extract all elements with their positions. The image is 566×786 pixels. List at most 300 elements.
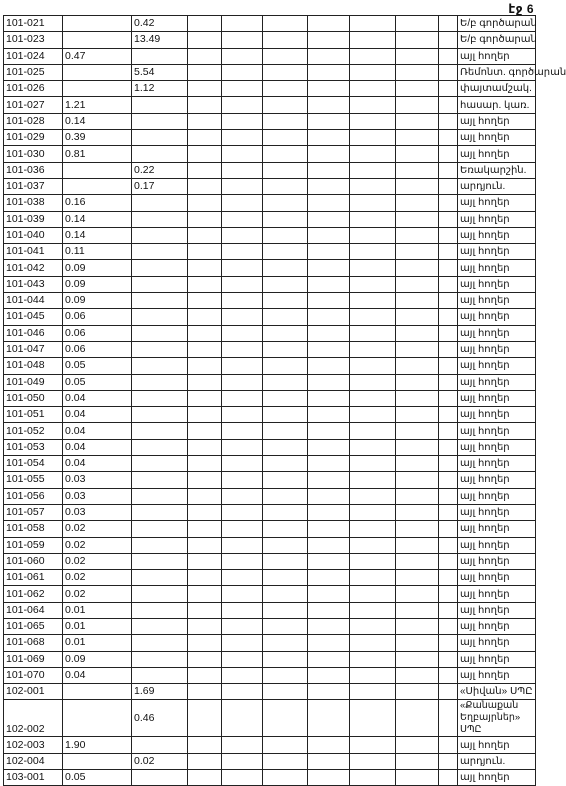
empty-cell bbox=[396, 227, 439, 243]
empty-cell bbox=[188, 97, 222, 113]
empty-cell bbox=[222, 700, 263, 737]
empty-cell bbox=[439, 407, 458, 423]
empty-cell bbox=[439, 113, 458, 129]
empty-cell bbox=[308, 260, 350, 276]
land-use-cell: այլ հողեր bbox=[458, 651, 536, 667]
parcel-code-cell: 101-044 bbox=[4, 293, 63, 309]
empty-cell bbox=[222, 16, 263, 32]
parcel-code-cell: 101-064 bbox=[4, 602, 63, 618]
empty-cell bbox=[396, 276, 439, 292]
parcel-code-cell: 101-061 bbox=[4, 570, 63, 586]
empty-cell bbox=[222, 537, 263, 553]
empty-cell bbox=[188, 227, 222, 243]
area-b-cell: 0.22 bbox=[132, 162, 188, 178]
empty-cell bbox=[263, 537, 308, 553]
empty-cell bbox=[439, 162, 458, 178]
area-b-cell bbox=[132, 309, 188, 325]
area-b-cell: 1.12 bbox=[132, 81, 188, 97]
empty-cell bbox=[222, 390, 263, 406]
empty-cell bbox=[222, 358, 263, 374]
area-a-cell: 0.02 bbox=[63, 553, 132, 569]
empty-cell bbox=[308, 341, 350, 357]
empty-cell bbox=[188, 195, 222, 211]
empty-cell bbox=[188, 162, 222, 178]
empty-cell bbox=[396, 521, 439, 537]
empty-cell bbox=[308, 553, 350, 569]
empty-cell bbox=[439, 244, 458, 260]
table-row bbox=[4, 325, 536, 341]
empty-cell bbox=[188, 146, 222, 162]
parcel-code-cell: 102-004 bbox=[4, 753, 63, 769]
parcel-code-cell: 101-025 bbox=[4, 64, 63, 80]
empty-cell bbox=[263, 309, 308, 325]
area-a-cell: 0.81 bbox=[63, 146, 132, 162]
area-a-cell: 0.06 bbox=[63, 341, 132, 357]
land-use-cell: այլ հողեր bbox=[458, 586, 536, 602]
area-b-cell bbox=[132, 570, 188, 586]
land-use-cell: այլ հողեր bbox=[458, 211, 536, 227]
empty-cell bbox=[188, 341, 222, 357]
land-use-cell: այլ հողեր bbox=[458, 553, 536, 569]
empty-cell bbox=[188, 737, 222, 753]
area-a-cell: 0.05 bbox=[63, 770, 132, 786]
parcel-code-cell: 101-037 bbox=[4, 178, 63, 194]
empty-cell bbox=[263, 423, 308, 439]
table-row bbox=[4, 537, 536, 553]
table-row bbox=[4, 635, 536, 651]
land-use-cell: այլ հողեր bbox=[458, 737, 536, 753]
parcel-code-cell: 101-050 bbox=[4, 390, 63, 406]
table-row bbox=[4, 456, 536, 472]
empty-cell bbox=[222, 488, 263, 504]
empty-cell bbox=[263, 162, 308, 178]
table-row bbox=[4, 651, 536, 667]
table-row bbox=[4, 97, 536, 113]
empty-cell bbox=[308, 586, 350, 602]
empty-cell bbox=[396, 635, 439, 651]
empty-cell bbox=[439, 423, 458, 439]
parcel-code-cell: 101-047 bbox=[4, 341, 63, 357]
empty-cell bbox=[188, 81, 222, 97]
area-b-cell bbox=[132, 423, 188, 439]
empty-cell bbox=[263, 635, 308, 651]
empty-cell bbox=[439, 586, 458, 602]
empty-cell bbox=[263, 770, 308, 786]
land-use-cell: Ռեմոնտ. գործարան bbox=[458, 64, 536, 80]
empty-cell bbox=[188, 753, 222, 769]
area-b-cell bbox=[132, 325, 188, 341]
table-row bbox=[4, 309, 536, 325]
area-a-cell: 0.06 bbox=[63, 325, 132, 341]
empty-cell bbox=[396, 651, 439, 667]
empty-cell bbox=[350, 162, 396, 178]
table-row bbox=[4, 244, 536, 260]
area-a-cell: 0.04 bbox=[63, 456, 132, 472]
empty-cell bbox=[222, 97, 263, 113]
table-row bbox=[4, 618, 536, 634]
empty-cell bbox=[308, 700, 350, 737]
empty-cell bbox=[350, 521, 396, 537]
empty-cell bbox=[308, 504, 350, 520]
table-row bbox=[4, 81, 536, 97]
land-use-cell: «Քանաքան Եղբայրներ» ՍՊԸ bbox=[458, 700, 536, 737]
empty-cell bbox=[350, 586, 396, 602]
land-use-cell: այլ հողեր bbox=[458, 244, 536, 260]
empty-cell bbox=[188, 667, 222, 683]
parcel-code-cell: 101-029 bbox=[4, 130, 63, 146]
empty-cell bbox=[263, 737, 308, 753]
parcel-code-cell: 101-028 bbox=[4, 113, 63, 129]
table-row bbox=[4, 488, 536, 504]
area-b-cell bbox=[132, 146, 188, 162]
parcel-code-cell: 101-069 bbox=[4, 651, 63, 667]
empty-cell bbox=[396, 700, 439, 737]
empty-cell bbox=[188, 32, 222, 48]
area-a-cell: 0.14 bbox=[63, 211, 132, 227]
empty-cell bbox=[396, 260, 439, 276]
empty-cell bbox=[222, 211, 263, 227]
empty-cell bbox=[263, 113, 308, 129]
empty-cell bbox=[308, 97, 350, 113]
area-b-cell bbox=[132, 293, 188, 309]
empty-cell bbox=[396, 667, 439, 683]
parcel-code-cell: 101-060 bbox=[4, 553, 63, 569]
table-row bbox=[4, 162, 536, 178]
empty-cell bbox=[396, 770, 439, 786]
empty-cell bbox=[222, 178, 263, 194]
empty-cell bbox=[308, 16, 350, 32]
land-use-cell: այլ հողեր bbox=[458, 130, 536, 146]
table-row bbox=[4, 227, 536, 243]
empty-cell bbox=[350, 423, 396, 439]
empty-cell bbox=[439, 537, 458, 553]
empty-cell bbox=[396, 737, 439, 753]
empty-cell bbox=[188, 602, 222, 618]
land-use-cell: հասար. կառ. bbox=[458, 97, 536, 113]
empty-cell bbox=[308, 32, 350, 48]
empty-cell bbox=[439, 276, 458, 292]
area-a-cell: 0.01 bbox=[63, 635, 132, 651]
empty-cell bbox=[308, 244, 350, 260]
empty-cell bbox=[308, 753, 350, 769]
area-b-cell bbox=[132, 456, 188, 472]
empty-cell bbox=[188, 456, 222, 472]
land-use-cell: այլ հողեր bbox=[458, 113, 536, 129]
empty-cell bbox=[308, 472, 350, 488]
parcel-code-cell: 101-036 bbox=[4, 162, 63, 178]
empty-cell bbox=[396, 618, 439, 634]
empty-cell bbox=[222, 684, 263, 700]
area-b-cell bbox=[132, 390, 188, 406]
area-b-cell bbox=[132, 488, 188, 504]
table-row bbox=[4, 113, 536, 129]
area-a-cell: 0.01 bbox=[63, 618, 132, 634]
empty-cell bbox=[222, 456, 263, 472]
empty-cell bbox=[188, 684, 222, 700]
area-a-cell bbox=[63, 32, 132, 48]
empty-cell bbox=[350, 472, 396, 488]
area-a-cell: 0.03 bbox=[63, 472, 132, 488]
area-b-cell bbox=[132, 553, 188, 569]
empty-cell bbox=[308, 211, 350, 227]
empty-cell bbox=[222, 553, 263, 569]
empty-cell bbox=[222, 602, 263, 618]
empty-cell bbox=[396, 341, 439, 357]
empty-cell bbox=[396, 472, 439, 488]
empty-cell bbox=[350, 737, 396, 753]
empty-cell bbox=[439, 737, 458, 753]
empty-cell bbox=[222, 48, 263, 64]
empty-cell bbox=[439, 48, 458, 64]
empty-cell bbox=[350, 358, 396, 374]
area-b-cell bbox=[132, 472, 188, 488]
area-b-cell bbox=[132, 341, 188, 357]
empty-cell bbox=[439, 439, 458, 455]
area-b-cell bbox=[132, 504, 188, 520]
parcel-code-cell: 101-059 bbox=[4, 537, 63, 553]
table-row bbox=[4, 423, 536, 439]
area-a-cell: 0.04 bbox=[63, 390, 132, 406]
table-row bbox=[4, 472, 536, 488]
empty-cell bbox=[263, 97, 308, 113]
area-a-cell: 0.03 bbox=[63, 504, 132, 520]
table-row bbox=[4, 504, 536, 520]
empty-cell bbox=[308, 651, 350, 667]
empty-cell bbox=[396, 81, 439, 97]
area-a-cell: 0.11 bbox=[63, 244, 132, 260]
empty-cell bbox=[350, 570, 396, 586]
empty-cell bbox=[188, 16, 222, 32]
empty-cell bbox=[350, 309, 396, 325]
land-use-cell: արդյուն. bbox=[458, 753, 536, 769]
area-a-cell: 1.90 bbox=[63, 737, 132, 753]
land-use-cell: այլ հողեր bbox=[458, 770, 536, 786]
parcel-code-cell: 101-070 bbox=[4, 667, 63, 683]
empty-cell bbox=[396, 16, 439, 32]
empty-cell bbox=[222, 260, 263, 276]
empty-cell bbox=[396, 64, 439, 80]
land-use-cell: այլ հողեր bbox=[458, 667, 536, 683]
empty-cell bbox=[188, 472, 222, 488]
empty-cell bbox=[350, 651, 396, 667]
empty-cell bbox=[222, 423, 263, 439]
empty-cell bbox=[396, 244, 439, 260]
parcel-code-cell: 101-038 bbox=[4, 195, 63, 211]
empty-cell bbox=[308, 521, 350, 537]
empty-cell bbox=[350, 456, 396, 472]
empty-cell bbox=[263, 439, 308, 455]
empty-cell bbox=[350, 407, 396, 423]
parcel-code-cell: 101-040 bbox=[4, 227, 63, 243]
land-use-cell: այլ հողեր bbox=[458, 472, 536, 488]
empty-cell bbox=[439, 130, 458, 146]
area-b-cell bbox=[132, 737, 188, 753]
land-use-cell: այլ հողեր bbox=[458, 521, 536, 537]
empty-cell bbox=[396, 456, 439, 472]
empty-cell bbox=[188, 48, 222, 64]
empty-cell bbox=[308, 602, 350, 618]
empty-cell bbox=[263, 146, 308, 162]
empty-cell bbox=[308, 570, 350, 586]
table-row bbox=[4, 407, 536, 423]
parcel-code-cell: 101-041 bbox=[4, 244, 63, 260]
empty-cell bbox=[308, 407, 350, 423]
area-b-cell: 1.69 bbox=[132, 684, 188, 700]
empty-cell bbox=[263, 260, 308, 276]
land-use-cell: այլ հողեր bbox=[458, 635, 536, 651]
empty-cell bbox=[308, 618, 350, 634]
empty-cell bbox=[396, 211, 439, 227]
empty-cell bbox=[439, 753, 458, 769]
empty-cell bbox=[350, 439, 396, 455]
parcel-code-cell: 101-042 bbox=[4, 260, 63, 276]
empty-cell bbox=[188, 178, 222, 194]
table-row bbox=[4, 770, 536, 786]
area-b-cell bbox=[132, 211, 188, 227]
empty-cell bbox=[222, 667, 263, 683]
land-use-cell: փայտամշակ. bbox=[458, 81, 536, 97]
parcel-code-cell: 101-055 bbox=[4, 472, 63, 488]
parcel-code-cell: 101-065 bbox=[4, 618, 63, 634]
empty-cell bbox=[222, 374, 263, 390]
empty-cell bbox=[188, 325, 222, 341]
parcel-code-cell: 101-039 bbox=[4, 211, 63, 227]
parcel-code-cell: 101-046 bbox=[4, 325, 63, 341]
empty-cell bbox=[222, 113, 263, 129]
area-a-cell bbox=[63, 700, 132, 737]
area-a-cell: 0.14 bbox=[63, 227, 132, 243]
empty-cell bbox=[439, 325, 458, 341]
parcel-code-cell: 101-026 bbox=[4, 81, 63, 97]
area-b-cell bbox=[132, 374, 188, 390]
empty-cell bbox=[263, 488, 308, 504]
empty-cell bbox=[188, 276, 222, 292]
parcel-code-cell: 101-043 bbox=[4, 276, 63, 292]
empty-cell bbox=[396, 113, 439, 129]
empty-cell bbox=[439, 178, 458, 194]
area-b-cell: 0.46 bbox=[132, 700, 188, 737]
empty-cell bbox=[263, 195, 308, 211]
land-use-cell: այլ հողեր bbox=[458, 439, 536, 455]
empty-cell bbox=[263, 244, 308, 260]
empty-cell bbox=[188, 521, 222, 537]
area-b-cell: 13.49 bbox=[132, 32, 188, 48]
land-use-cell: այլ հողեր bbox=[458, 293, 536, 309]
parcel-code-cell: 101-054 bbox=[4, 456, 63, 472]
empty-cell bbox=[188, 113, 222, 129]
empty-cell bbox=[439, 602, 458, 618]
empty-cell bbox=[188, 260, 222, 276]
empty-cell bbox=[263, 81, 308, 97]
empty-cell bbox=[263, 667, 308, 683]
parcel-code-cell: 101-030 bbox=[4, 146, 63, 162]
table-row bbox=[4, 341, 536, 357]
empty-cell bbox=[308, 488, 350, 504]
table-row bbox=[4, 439, 536, 455]
empty-cell bbox=[439, 260, 458, 276]
empty-cell bbox=[263, 374, 308, 390]
area-b-cell bbox=[132, 407, 188, 423]
land-use-cell: «Սիվան» ՍՊԸ bbox=[458, 684, 536, 700]
empty-cell bbox=[396, 570, 439, 586]
empty-cell bbox=[308, 81, 350, 97]
empty-cell bbox=[222, 162, 263, 178]
table-row bbox=[4, 130, 536, 146]
area-b-cell bbox=[132, 667, 188, 683]
empty-cell bbox=[396, 130, 439, 146]
empty-cell bbox=[396, 162, 439, 178]
area-b-cell bbox=[132, 358, 188, 374]
empty-cell bbox=[396, 48, 439, 64]
empty-cell bbox=[222, 64, 263, 80]
empty-cell bbox=[396, 753, 439, 769]
empty-cell bbox=[188, 618, 222, 634]
empty-cell bbox=[350, 684, 396, 700]
area-a-cell bbox=[63, 16, 132, 32]
empty-cell bbox=[308, 684, 350, 700]
empty-cell bbox=[263, 293, 308, 309]
table-row bbox=[4, 602, 536, 618]
parcel-code-cell: 101-056 bbox=[4, 488, 63, 504]
empty-cell bbox=[188, 423, 222, 439]
area-b-cell bbox=[132, 602, 188, 618]
empty-cell bbox=[222, 586, 263, 602]
empty-cell bbox=[263, 130, 308, 146]
land-use-cell: այլ հողեր bbox=[458, 48, 536, 64]
empty-cell bbox=[222, 753, 263, 769]
empty-cell bbox=[439, 97, 458, 113]
area-a-cell bbox=[63, 753, 132, 769]
empty-cell bbox=[263, 64, 308, 80]
empty-cell bbox=[350, 504, 396, 520]
empty-cell bbox=[188, 586, 222, 602]
empty-cell bbox=[263, 586, 308, 602]
empty-cell bbox=[188, 553, 222, 569]
land-use-cell: այլ հողեր bbox=[458, 325, 536, 341]
area-a-cell bbox=[63, 684, 132, 700]
parcel-code-cell: 103-001 bbox=[4, 770, 63, 786]
table-row bbox=[4, 521, 536, 537]
empty-cell bbox=[188, 309, 222, 325]
parcel-code-cell: 101-052 bbox=[4, 423, 63, 439]
empty-cell bbox=[308, 293, 350, 309]
parcel-code-cell: 101-023 bbox=[4, 32, 63, 48]
empty-cell bbox=[308, 423, 350, 439]
land-use-cell: Եռակարշին. bbox=[458, 162, 536, 178]
empty-cell bbox=[188, 770, 222, 786]
empty-cell bbox=[308, 178, 350, 194]
area-b-cell bbox=[132, 48, 188, 64]
empty-cell bbox=[350, 211, 396, 227]
land-use-cell: այլ հողեր bbox=[458, 341, 536, 357]
empty-cell bbox=[263, 618, 308, 634]
empty-cell bbox=[308, 130, 350, 146]
empty-cell bbox=[222, 195, 263, 211]
empty-cell bbox=[350, 770, 396, 786]
empty-cell bbox=[263, 684, 308, 700]
parcel-code-cell: 102-002 bbox=[4, 700, 63, 737]
area-a-cell bbox=[63, 64, 132, 80]
land-use-cell: այլ հողեր bbox=[458, 456, 536, 472]
parcel-code-cell: 101-024 bbox=[4, 48, 63, 64]
empty-cell bbox=[350, 64, 396, 80]
area-a-cell bbox=[63, 178, 132, 194]
empty-cell bbox=[439, 570, 458, 586]
empty-cell bbox=[308, 195, 350, 211]
area-a-cell: 1.21 bbox=[63, 97, 132, 113]
area-a-cell: 0.02 bbox=[63, 570, 132, 586]
empty-cell bbox=[439, 504, 458, 520]
